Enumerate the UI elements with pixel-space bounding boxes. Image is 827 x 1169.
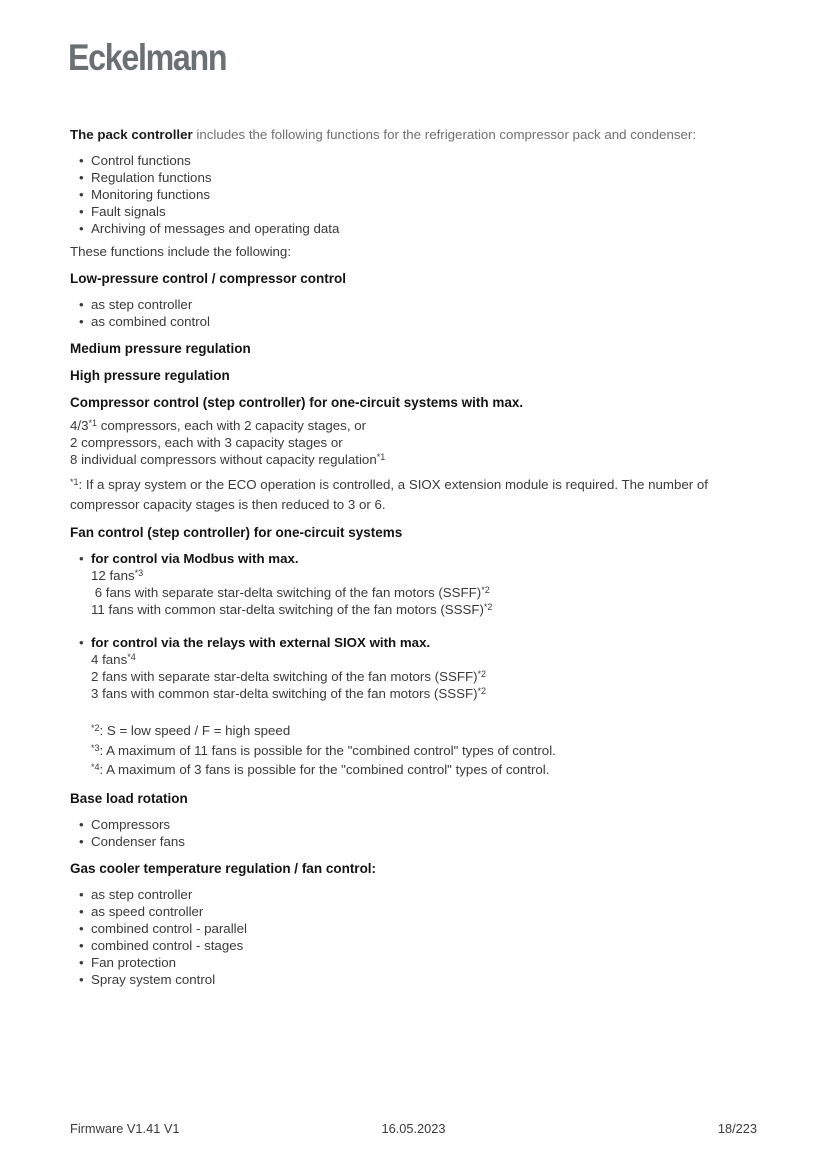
list-item: • as speed controller — [70, 903, 757, 920]
text-segment: 4/3 — [70, 418, 89, 433]
footnote-4 — [91, 760, 757, 780]
base-load-bullet-list — [70, 816, 757, 850]
text-segment: : A maximum of 3 fans is possible for the "combined control" types of control. — [99, 762, 550, 777]
text-segment: 2 fans with separate star-delta switching of the fan motors (SSFF) — [91, 669, 478, 684]
fan-modbus-lines — [70, 567, 757, 618]
text-segment: 6 fans with separate star-delta switching of the fan motors (SSFF) — [91, 585, 482, 600]
fan-line — [91, 567, 757, 584]
footnote-ref-1: *1 — [88, 418, 98, 428]
text-segment: compressors, each with 2 capacity stages, or — [97, 418, 367, 433]
heading-base-load: Base load rotation — [70, 790, 188, 806]
compressor-line-2: 2 compressors, each with 3 capacity stages or — [70, 435, 343, 450]
heading-compressor-control: Compressor control (step controller) for one-circuit systems with max. — [70, 395, 524, 410]
text-segment: 3 fans with common star-delta switching of the fan motors (SSSF) — [91, 686, 478, 701]
list-item: • Compressors — [70, 816, 757, 833]
footer-firmware-version: Firmware V1.41 V1 — [70, 1121, 180, 1136]
fan-siox-lines — [70, 651, 757, 702]
heading-low-pressure: Low-pressure control / compressor control — [70, 271, 347, 286]
low-pressure-bullet-list — [70, 296, 757, 330]
footnote-1 — [70, 475, 757, 514]
footnote-marker-4: *4 — [91, 762, 100, 772]
footnote-2 — [91, 721, 757, 741]
text-segment: 12 fans — [91, 568, 135, 583]
list-item: • Archiving of messages and operating data — [70, 220, 757, 237]
heading-gas-cooler: Gas cooler temperature regulation / fan control: — [70, 860, 377, 876]
fan-line — [91, 651, 757, 668]
fan-siox-bullet-heading: • for control via the relays with external SIOX with max. — [70, 634, 757, 651]
list-item: • Control functions — [70, 152, 757, 169]
gas-cooler-bullet-list — [70, 886, 757, 988]
list-item: • as step controller — [70, 296, 757, 313]
list-item: • Fault signals — [70, 203, 757, 220]
compressor-line-1 — [70, 417, 757, 434]
footnotes-2-3-4 — [70, 721, 757, 780]
fan-line — [91, 668, 757, 685]
compressor-line-3 — [70, 451, 757, 468]
footer-date: 16.05.2023 — [381, 1121, 446, 1136]
footnote-3 — [91, 741, 757, 761]
intro-following: These functions include the following: — [70, 244, 292, 259]
fan-modbus-bullet-heading: • for control via Modbus with max. — [70, 550, 757, 567]
footer-page-number: 18/223 — [717, 1121, 757, 1136]
footnote-ref-2: *2 — [481, 585, 490, 595]
list-item: • combined control - stages — [70, 937, 757, 954]
page-content — [0, 76, 827, 988]
list-item: • Monitoring functions — [70, 186, 757, 203]
fan-line — [91, 601, 757, 618]
heading-high-pressure: High pressure regulation — [70, 368, 230, 383]
intro-lead: The pack controller — [70, 127, 193, 142]
footnote-ref-1: *1 — [376, 452, 386, 462]
intro-paragraph — [70, 126, 757, 143]
fan-line — [91, 685, 757, 702]
intro-rest: includes the following functions for the refrigeration compressor pack and condenser: — [192, 127, 697, 142]
list-item: • Condenser fans — [70, 833, 757, 850]
footnote-text — [70, 475, 757, 514]
text-segment: 4 fans — [91, 652, 128, 667]
eckelmann-logo: Eckelmann — [68, 37, 227, 78]
list-item: • Fan protection — [70, 954, 757, 971]
footnote-ref-4: *4 — [127, 652, 136, 662]
list-item: • Spray system control — [70, 971, 757, 988]
footnote-ref-2: *2 — [477, 669, 487, 679]
footnote-ref-2: *2 — [477, 686, 487, 696]
footnote-marker-3: *3 — [91, 742, 100, 753]
text-segment: : A maximum of 11 fans is possible for the "combined control" types of control. — [99, 742, 556, 758]
footnote-ref-2: *2 — [483, 602, 493, 612]
list-item: • as step controller — [70, 886, 757, 903]
intro-bullet-list — [70, 152, 757, 237]
text-segment: : If a spray system or the ECO operation is controlled, a SIOX extension module is required. The number of compressor capacity stages is then reduced to 3 or 6. — [70, 477, 708, 512]
list-item: • combined control - parallel — [70, 920, 757, 937]
fan-line — [91, 584, 757, 601]
fan-modbus-block — [70, 550, 757, 780]
list-item: • as combined control — [70, 313, 757, 330]
footnote-marker-2: *2 — [91, 723, 100, 733]
text-segment: 8 individual compressors without capacity regulation — [70, 452, 377, 467]
heading-medium-pressure: Medium pressure regulation — [70, 341, 251, 356]
text-segment: : S = low speed / F = high speed — [99, 723, 291, 738]
text-segment: 11 fans with common star-delta switching of the fan motors (SSSF) — [91, 602, 484, 617]
footnote-ref-3: *3 — [134, 568, 144, 578]
heading-fan-control: Fan control (step controller) for one-circuit systems — [70, 525, 403, 540]
list-item: • Regulation functions — [70, 169, 757, 186]
footnote-marker-1: *1 — [70, 477, 79, 487]
